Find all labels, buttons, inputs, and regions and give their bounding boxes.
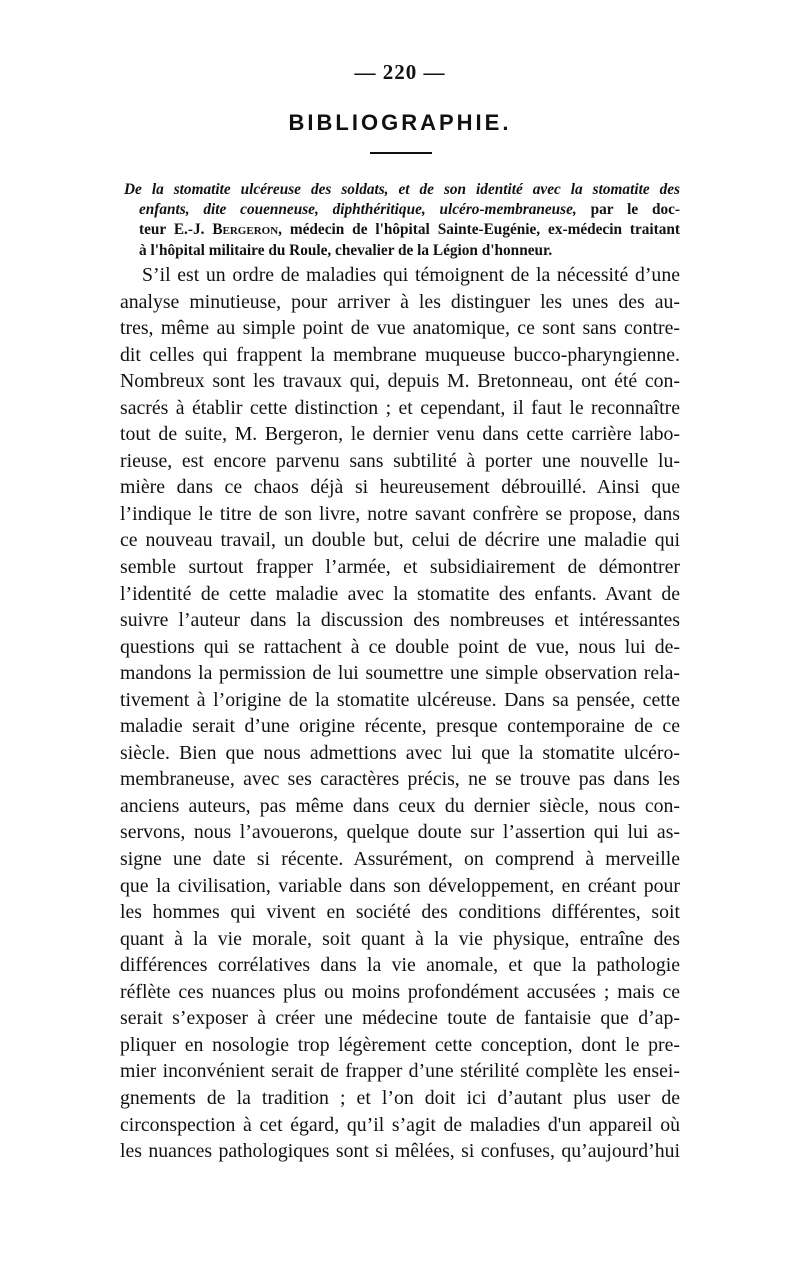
body-text-line: dit celles qui frappent la membrane muqueuse bucco-pharyngienne. (120, 343, 680, 366)
body-text-line: analyse minutieuse, pour arriver à les distinguer les unes des au- (120, 290, 680, 313)
title-divider (370, 152, 432, 154)
body-text-line: suivre l’auteur dans la discussion des nombreuses et intéressantes (120, 609, 680, 632)
reference-text: par le doc- (576, 201, 680, 219)
body-text-line: différences corrélatives dans la vie anomale, et que la pathologie (120, 954, 680, 977)
page-number: — 220 — (354, 60, 446, 84)
body-text-line: circonspection à cet égard, qu’il s’agit de maladies d'un appareil où (120, 1113, 680, 1136)
body-text-line: mière dans ce chaos déjà si heureusement débrouillé. Ainsi que (120, 476, 680, 499)
body-text-line: membraneuse, avec ses caractères précis, ne se trouve pas dans les (120, 768, 680, 791)
body-text-line: S’il est un ordre de maladies qui témoignent de la nécessité d’une (142, 264, 680, 286)
body-text-line: mandons la permission de lui soumettre une simple observation rela- (120, 662, 680, 685)
body-text-line: gnements de la tradition ; et l’on doit ici d’autant plus user de (120, 1086, 680, 1109)
body-paragraph (120, 262, 680, 1165)
body-text-line: rieuse, est encore parvenu sans subtilité à porter une nouvelle lu- (120, 449, 680, 472)
body-text-line: serait s’exposer à créer une médecine toute de fantaisie que d’ap- (120, 1007, 680, 1030)
reference-title-text: enfants, dite couenneuse, diphthéritique, ulcéro-membraneuse, (139, 201, 577, 219)
body-text-line: réflète ces nuances plus ou moins profondément accusées ; mais ce (120, 980, 680, 1003)
body-text-line: siècle. Bien que nous admettions avec lui que la stomatite ulcéro- (120, 741, 680, 764)
body-text-line: anciens auteurs, pas même dans ceux du dernier siècle, nous con- (120, 794, 680, 817)
reference-author-name: Bergeron (212, 221, 279, 239)
body-text-line: ce nouveau travail, un double but, celui de décrire une maladie qui (120, 529, 680, 552)
body-text-line: l’identité de cette maladie avec la stomatite des enfants. Avant de (120, 582, 680, 605)
reference-line (124, 220, 680, 240)
body-text-line: les hommes qui vivent en société des conditions différentes, soit (120, 901, 680, 924)
body-text-line: pliquer en nosologie trop légèrement cette conception, dont le pre- (120, 1033, 680, 1056)
reference-line (124, 200, 680, 220)
reference-text: à l'hôpital militaire du Roule, chevalier de la Légion d'honneur. (139, 241, 553, 259)
body-text-line: maladie serait d’une origine récente, presque contemporaine de ce (120, 715, 680, 738)
reference-line (124, 241, 680, 261)
body-text-line: quant à la vie morale, soit quant à la vie physique, entraîne des (120, 927, 680, 950)
body-text-line: tivement à l’origine de la stomatite ulcéreuse. Dans sa pensée, cette (120, 688, 680, 711)
body-text-line: tout de suite, M. Bergeron, le dernier venu dans cette carrière labo- (120, 423, 680, 446)
body-text-line: sacrés à établir cette distinction ; et cependant, il faut le reconnaître (120, 396, 680, 419)
reference-text: teur E.-J. (139, 221, 213, 239)
body-text-line: questions qui se rattachent à ce double point de vue, nous lui de- (120, 635, 680, 658)
body-text-line: servons, nous l’avouerons, quelque doute sur l’assertion qui lui as- (120, 821, 680, 844)
body-text-line: les nuances pathologiques sont si mêlées, si confuses, qu’aujourd’hui (120, 1140, 680, 1163)
section-title: BIBLIOGRAPHIE. (288, 110, 512, 135)
body-text-line: tres, même au simple point de vue anatomique, ce sont sans contre- (120, 317, 680, 340)
body-text-line: que la civilisation, variable dans son développement, en créant pour (120, 874, 680, 897)
bibliographic-reference (124, 180, 680, 261)
reference-title-text: De la stomatite ulcéreuse des soldats, et de son identité avec la stomatite des (124, 181, 680, 198)
reference-line (124, 180, 680, 200)
body-text-line: signe une date si récente. Assurément, on comprend à merveille (120, 848, 680, 871)
reference-text: , médecin de l'hôpital Sainte-Eugénie, ex-médecin traitant (278, 221, 680, 239)
body-text-line: mier inconvénient serait de frapper d’une stérilité complète les ensei- (120, 1060, 680, 1083)
body-text-line: Nombreux sont les travaux qui, depuis M. Bretonneau, ont été con- (120, 370, 680, 393)
body-text-line: l’indique le titre de son livre, notre savant confrère se propose, dans (120, 502, 680, 525)
body-text-line: semble surtout frapper l’armée, et subsidiairement de démontrer (120, 556, 680, 579)
